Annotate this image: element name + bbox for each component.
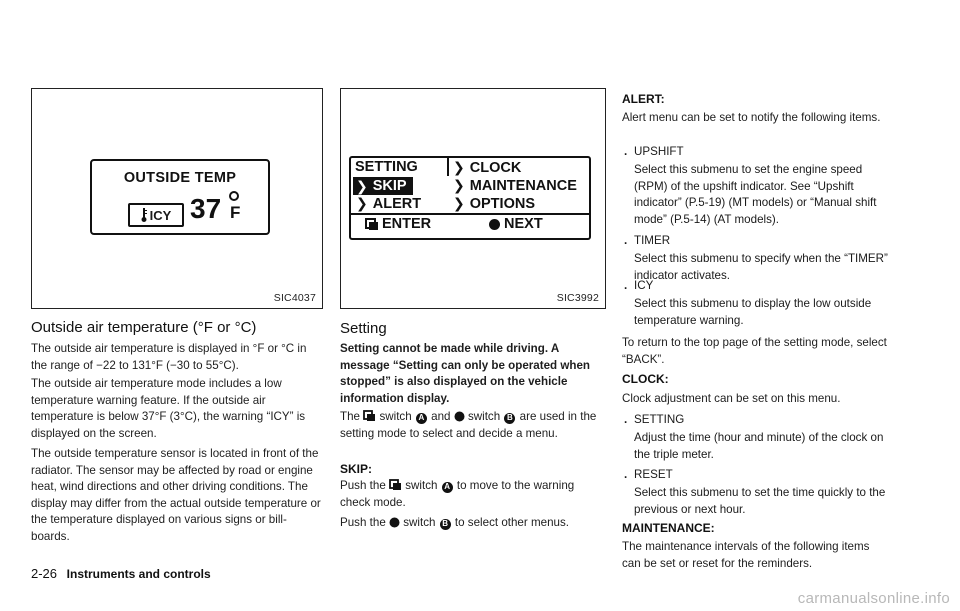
list-item-title: RESET [634, 468, 673, 481]
text: to select other menus. [454, 516, 569, 529]
clock-label: CLOCK [469, 159, 522, 176]
skip-description [340, 478, 604, 511]
list-item-title: TIMER [634, 234, 671, 247]
list-item-body: Select this submenu to set the time quickly to the previous or next hour. [634, 486, 886, 516]
menu-options [453, 195, 535, 212]
return-note: To return to the top page of the setting mode, select “BACK”. [622, 336, 887, 366]
enter-switch-icon [389, 479, 402, 491]
figure-outside-temp [31, 88, 323, 309]
maintenance-intro: The maintenance intervals of the following items can be set or reset for the reminders. [622, 540, 870, 570]
list-item-title: ICY [634, 279, 654, 292]
figure-label: SIC3992 [556, 292, 599, 304]
text: switch [467, 410, 501, 423]
heading-clock: CLOCK: [622, 372, 669, 386]
heading-skip: SKIP: [340, 462, 373, 476]
setting-menu-display [349, 156, 591, 240]
text: to move to the warning check mode. [340, 479, 575, 509]
figure-label: SIC4037 [273, 292, 316, 304]
enter-label: ENTER [382, 216, 432, 232]
list-item-body: Select this submenu to display the low outside temperature warning. [634, 297, 872, 327]
bullet: . [624, 279, 628, 292]
text: switch [403, 516, 436, 529]
menu-skip [353, 177, 413, 195]
icy-indicator [128, 203, 184, 227]
skip-label: SKIP [372, 178, 407, 194]
setting-warning-note: Setting cannot be made while driving. A message “Setting can only be operated when stopped” is also displayed on the vehicle information display. [340, 342, 590, 405]
menu-alert [356, 195, 421, 212]
paragraph-3: The outside temperature sensor is located in front of the radiator. The sensor may be affected by road or engine heat, wind directions and other driving conditions. The display may differ from the actual outside temperature or the temperature displayed on various signs or bill-boards. [31, 447, 321, 543]
chevron-right-icon: ❯ [453, 177, 465, 193]
text: Push the [340, 516, 386, 529]
chevron-right-icon: ❯ [356, 195, 368, 211]
chevron-right-icon: ❯ [453, 159, 465, 175]
section-title-setting: Setting [340, 320, 387, 337]
next-option [489, 216, 543, 232]
divider [351, 213, 589, 215]
outside-temp-display [90, 159, 270, 235]
options-label: OPTIONS [469, 195, 535, 212]
list-item-body: Select this submenu to specify when the “TIMER” indicator activates. [634, 252, 888, 282]
list-item-body: Select this submenu to set the engine speed (RPM) of the upshift indicator. See “Upshift indicator” (P.5-19) (MT models) or “Manual shift mode” (P.5-14) (AT models). [634, 163, 877, 226]
enter-switch-icon [365, 218, 379, 231]
section-name: Instruments and controls [66, 567, 211, 581]
alert-intro: Alert menu can be set to notify the following items. [622, 111, 881, 124]
paragraph-2: The outside air temperature mode includes a low temperature warning feature. If the outside air temperature is below 37°F (3°C), the warning “ICY” is displayed on the screen. [31, 377, 306, 440]
alert-label: ALERT [372, 195, 422, 212]
menu-clock [453, 159, 521, 176]
enter-switch-icon [363, 410, 376, 422]
menu-maintenance [453, 177, 577, 194]
bullet: . [624, 145, 628, 158]
page-footer [31, 566, 211, 581]
chevron-right-icon: ❯ [356, 177, 368, 194]
enter-option [365, 216, 431, 232]
text: switch [405, 479, 438, 492]
list-item-body: Adjust the time (hour and minute) of the clock on the triple meter. [634, 431, 884, 461]
bullet: . [624, 234, 628, 247]
callout-b-icon: B [440, 519, 451, 530]
temperature-value: 37 [190, 193, 222, 224]
maintenance-label: MAINTENANCE [469, 177, 577, 194]
thermometer-icon [141, 208, 147, 222]
callout-a-icon: A [416, 413, 427, 424]
text: The [340, 410, 360, 423]
divider [447, 158, 449, 176]
watermark: carmanualsonline.info [797, 590, 950, 607]
selected-item [353, 177, 413, 195]
next-description [340, 515, 604, 532]
degree-icon [229, 191, 239, 201]
bullet: . [624, 468, 628, 481]
text: are used in the setting mode to select and decide a menu. [340, 410, 597, 440]
next-switch-icon [489, 219, 500, 230]
next-switch-icon [454, 411, 465, 422]
display-title: OUTSIDE TEMP [123, 170, 237, 186]
menu-setting [355, 159, 418, 175]
list-item-title: SETTING [634, 413, 685, 426]
text: Push the [340, 479, 386, 492]
list-item-title: UPSHIFT [634, 145, 684, 158]
text: and [431, 410, 451, 423]
temperature-unit: F [230, 203, 241, 222]
heading-maintenance: MAINTENANCE: [622, 521, 715, 535]
switch-description [340, 409, 604, 442]
bullet: . [624, 413, 628, 426]
page-number: 2-26 [31, 566, 58, 581]
chevron-right-icon: ❯ [453, 195, 465, 211]
section-title-outside-temp: Outside air temperature (°F or °C) [31, 319, 257, 336]
text: switch [379, 410, 412, 423]
paragraph-1: The outside air temperature is displayed in °F or °C in the range of −22 to 131°F (−30 to 55°C). [31, 342, 307, 372]
next-switch-icon [389, 517, 400, 528]
clock-intro: Clock adjustment can be set on this menu. [622, 392, 841, 405]
callout-a-icon: A [442, 482, 453, 493]
figure-setting-menu [340, 88, 606, 309]
callout-b-icon: B [504, 413, 515, 424]
heading-alert: ALERT: [622, 92, 665, 106]
next-label: NEXT [504, 216, 543, 232]
icy-label: ICY [149, 207, 172, 223]
setting-label: SETTING [355, 159, 418, 175]
